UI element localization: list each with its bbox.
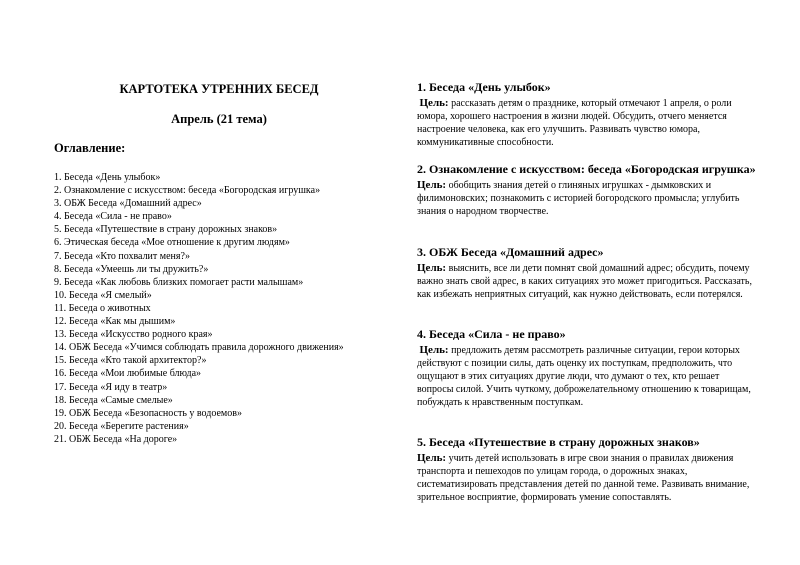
goal-label: Цель: <box>417 179 447 191</box>
toc-item: 21. ОБЖ Беседа «На дороге» <box>54 433 178 445</box>
goal-text: рассказать детям о празднике, который отмечают 1 апреля, о роли юмора, хорошего настроения в жизни людей. Обсудить, отчего меняется настроение человека, как его улучшить. Развивать чувство юмора, коммуникативные способности. <box>417 98 732 149</box>
topic-section <box>417 162 757 218</box>
toc-item: 10. Беседа «Я смелый» <box>54 289 152 301</box>
toc-item: 13. Беседа «Искусство родного края» <box>54 329 213 341</box>
topic-goal <box>417 344 757 409</box>
toc-item: 4. Беседа «Сила - не право» <box>54 211 172 223</box>
toc-item: 17. Беседа «Я иду в театр» <box>54 381 168 393</box>
toc-heading: Оглавление: <box>54 141 126 155</box>
goal-text: обобщить знания детей о глиняных игрушках - дымковских и филимоновских; познакомить с историей богородского промысла; углубить знания о народном творчестве. <box>417 180 740 218</box>
toc-item: 16. Беседа «Мои любимые блюда» <box>54 368 202 380</box>
topic-heading: 5. Беседа «Путешествие в страну дорожных знаков» <box>417 435 700 449</box>
goal-text: учить детей использовать в игре свои знания о правилах движения транспорта и пешеходов по улицам города, о дорожных знаках, систематизировать представления детей по данной теме. Развивать внимание, зрительное восприятие, формировать умение сопоставлять. <box>417 453 750 504</box>
toc-item: 12. Беседа «Как мы дышим» <box>54 316 176 328</box>
topic-goal <box>417 97 757 149</box>
goal-label: Цель: <box>419 344 449 356</box>
toc-item: 19. ОБЖ Беседа «Безопасность у водоемов» <box>54 407 242 419</box>
goal-label: Цель: <box>417 262 447 274</box>
toc-item: 1. Беседа «День улыбок» <box>54 172 161 183</box>
document-title: КАРТОТЕКА УТРЕННИХ БЕСЕД <box>119 82 319 96</box>
topic-section <box>417 435 757 504</box>
toc-item: 2. Ознакомление с искусством: беседа «Богородская игрушка» <box>54 185 321 197</box>
goal-text: предложить детям рассмотреть различные ситуации, герои которых действуют с позиции силы, дать оценку их поступкам, предположить, что ощущают в этих ситуациях другие люди, что думают о тех, кто решает вопросы силой. Учить чуткому, доброжелательному отношению к товарищам, побуждать к нравственным поступкам. <box>417 345 751 409</box>
goal-label: Цель: <box>419 97 449 109</box>
toc-item: 11. Беседа о животных <box>54 302 151 314</box>
toc-item: 15. Беседа «Кто такой архитектор?» <box>54 355 207 367</box>
goal-label: Цель: <box>417 452 447 464</box>
topic-goal <box>417 262 757 301</box>
topic-heading: 4. Беседа «Сила - не право» <box>417 327 566 341</box>
toc-item: 6. Этическая беседа «Мое отношение к другим людям» <box>54 237 290 249</box>
toc-item: 8. Беседа «Умеешь ли ты дружить?» <box>54 263 209 275</box>
toc-item: 7. Беседа «Кто похвалит меня?» <box>54 250 190 262</box>
topic-heading: 3. ОБЖ Беседа «Домашний адрес» <box>417 245 604 259</box>
topic-section <box>417 327 757 409</box>
toc-item: 9. Беседа «Как любовь близких помогает расти малышам» <box>54 276 304 288</box>
table-of-contents <box>54 171 364 446</box>
toc-item: 5. Беседа «Путешествие в страну дорожных знаков» <box>54 224 278 236</box>
goal-text: выяснить, все ли дети помнят свой домашний адрес; обсудить, почему важно знать свой адрес, в каких ситуациях это может пригодиться. Рассказать, как избежать неприятных ситуаций, как нужно действовать, если потерялся. <box>417 263 752 301</box>
toc-item: 20. Беседа «Берегите растения» <box>54 420 189 432</box>
topic-section <box>417 80 757 149</box>
topic-goal <box>417 452 757 504</box>
topic-heading: 1. Беседа «День улыбок» <box>417 80 551 94</box>
toc-item: 3. ОБЖ Беседа «Домашний адрес» <box>54 198 202 210</box>
topic-goal <box>417 179 757 218</box>
topic-heading: 2. Ознакомление с искусством: беседа «Богородская игрушка» <box>417 162 756 176</box>
topic-section <box>417 245 757 301</box>
document-subtitle: Апрель (21 тема) <box>171 112 267 126</box>
toc-item: 18. Беседа «Самые смелые» <box>54 394 173 406</box>
toc-item: 14. ОБЖ Беседа «Учимся соблюдать правила дорожного движения» <box>54 342 344 354</box>
